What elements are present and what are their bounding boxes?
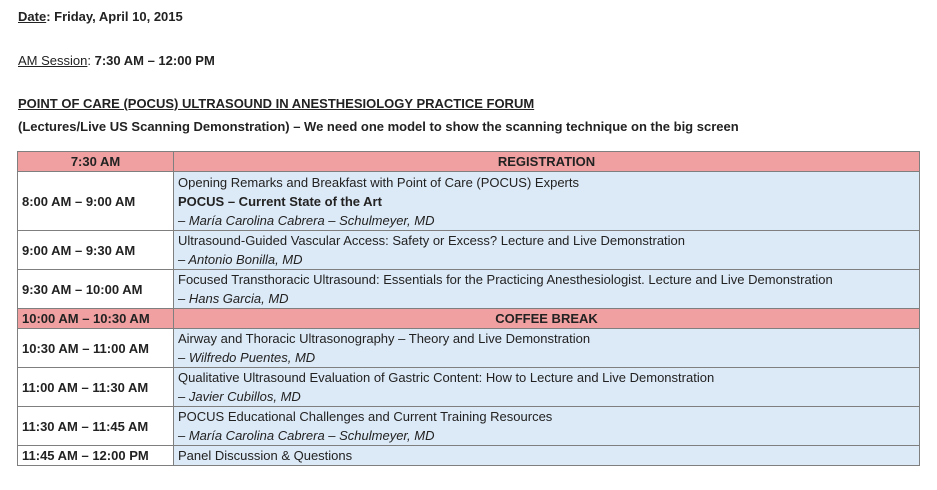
- session-title: Ultrasound-Guided Vascular Access: Safety or Excess? Lecture and Live Demonstration: [178, 233, 686, 248]
- session-time: 11:00 AM – 11:30 AM: [18, 368, 174, 407]
- date-line: [18, 9, 183, 24]
- registration-time: 7:30 AM: [18, 152, 174, 172]
- session-time: 9:30 AM – 10:00 AM: [18, 270, 174, 309]
- coffee-break-row: [18, 309, 920, 329]
- table-row: [18, 446, 920, 466]
- table-row: [18, 231, 920, 270]
- date-value: : Friday, April 10, 2015: [46, 9, 183, 24]
- session-title: Panel Discussion & Questions: [178, 448, 353, 463]
- speaker-name: – Hans Garcia, MD: [178, 291, 289, 306]
- forum-title: POINT OF CARE (POCUS) ULTRASOUND IN ANESTHESIOLOGY PRACTICE FORUM: [18, 96, 535, 111]
- session-time: 9:00 AM – 9:30 AM: [18, 231, 174, 270]
- table-row: [18, 407, 920, 446]
- registration-row: [18, 152, 920, 172]
- session-value: 7:30 AM – 12:00 PM: [94, 53, 215, 68]
- table-row: [18, 368, 920, 407]
- session-time: 11:30 AM – 11:45 AM: [18, 407, 174, 446]
- speaker-name: – Antonio Bonilla, MD: [178, 252, 303, 267]
- session-title: Opening Remarks and Breakfast with Point of Care (POCUS) Experts: [178, 174, 579, 190]
- session-line: [18, 53, 215, 68]
- speaker-name: – María Carolina Cabrera – Schulmeyer, MD: [178, 428, 435, 443]
- session-details: [174, 446, 920, 466]
- session-details: [174, 270, 920, 309]
- speaker-name: – Javier Cubillos, MD: [178, 389, 301, 404]
- session-title: Focused Transthoracic Ultrasound: Essentials for the Practicing Anesthesiologist. Lecture and Live Demonstration: [178, 272, 833, 287]
- table-row: [18, 270, 920, 309]
- session-time: 10:30 AM – 11:00 AM: [18, 329, 174, 368]
- session-title: POCUS Educational Challenges and Current Training Resources: [178, 409, 553, 424]
- speaker-name: – María Carolina Cabrera – Schulmeyer, MD: [178, 212, 435, 228]
- session-details: [174, 407, 920, 446]
- session-details: [174, 329, 920, 368]
- table-row: [18, 329, 920, 368]
- forum-note: (Lectures/Live US Scanning Demonstration) – We need one model to show the scanning technique on the big screen: [18, 119, 739, 134]
- session-title: Airway and Thoracic Ultrasonography – Theory and Live Demonstration: [178, 331, 591, 346]
- session-time: 8:00 AM – 9:00 AM: [18, 172, 174, 231]
- session-details: [174, 368, 920, 407]
- session-subtitle: POCUS – Current State of the Art: [178, 193, 382, 209]
- table-row: [18, 172, 920, 231]
- speaker-name: – Wilfredo Puentes, MD: [178, 350, 316, 365]
- session-time: 11:45 AM – 12:00 PM: [18, 446, 174, 466]
- session-title: Qualitative Ultrasound Evaluation of Gastric Content: How to Lecture and Live Demonstration: [178, 370, 715, 385]
- session-details: [174, 231, 920, 270]
- registration-label: REGISTRATION: [174, 152, 920, 172]
- coffee-break-label: COFFEE BREAK: [174, 309, 920, 329]
- coffee-break-time: 10:00 AM – 10:30 AM: [18, 309, 174, 329]
- schedule-table: [17, 151, 920, 466]
- session-separator: :: [87, 53, 95, 68]
- date-label: Date: [18, 9, 47, 24]
- session-details: [174, 172, 920, 231]
- session-label: AM Session: [18, 53, 88, 68]
